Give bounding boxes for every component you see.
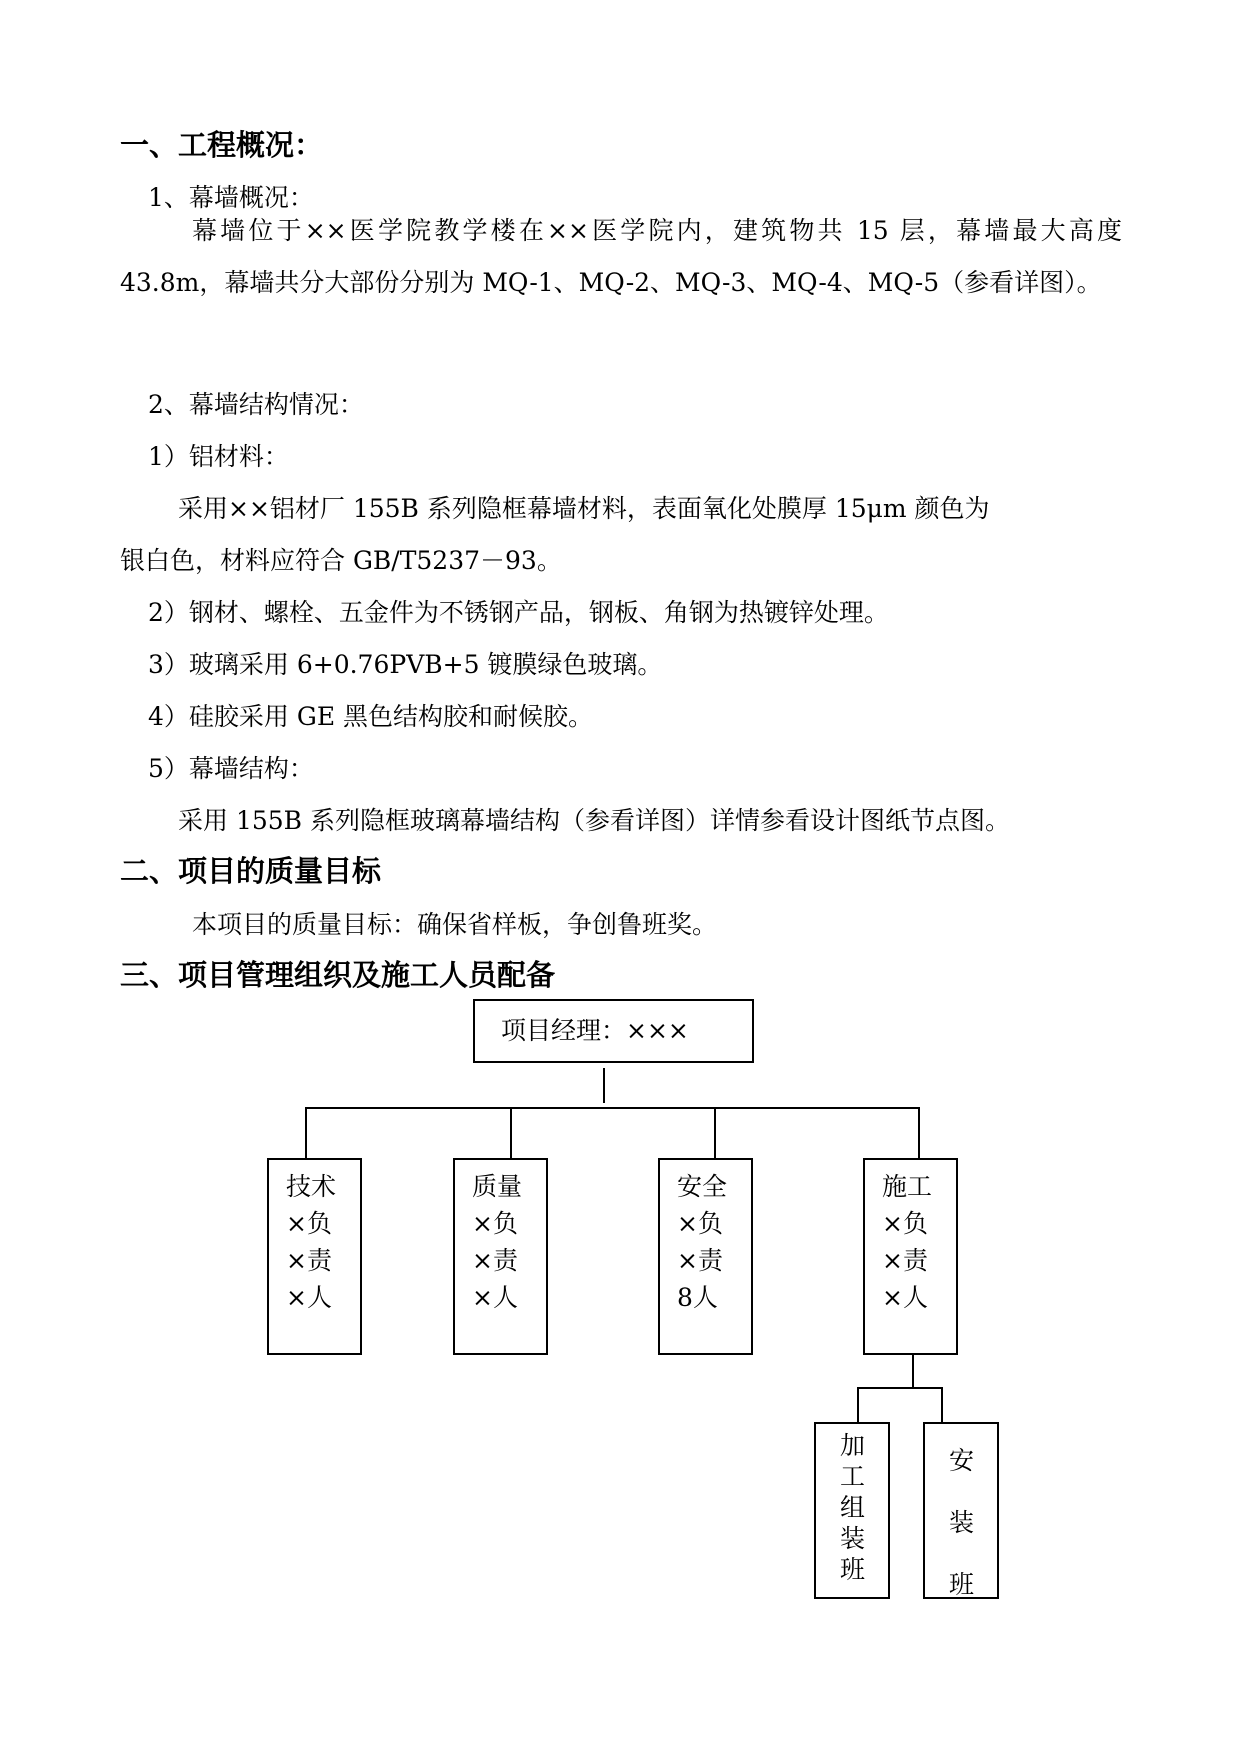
item-structure-body: 采用 155B 系列隐框玻璃幕墙结构（参看详图）详情参看设计图纸节点图。 bbox=[178, 806, 1010, 835]
item-glass: 3）玻璃采用 6+0.76PVB+5 镀膜绿色玻璃。 bbox=[148, 650, 663, 679]
section-heading-organization: 三、项目管理组织及施工人员配备 bbox=[120, 958, 556, 992]
org-connector-sub-drop-1 bbox=[857, 1387, 859, 1422]
org-connector-drop-3 bbox=[714, 1107, 716, 1158]
org-top-label: 项目经理：××× bbox=[501, 1016, 689, 1045]
org-connector-drop-1 bbox=[305, 1107, 307, 1158]
org-label-quality: 质量×负×责×人 bbox=[472, 1172, 523, 1312]
org-box-processing-team bbox=[814, 1422, 890, 1599]
org-connector-horizontal bbox=[305, 1107, 920, 1109]
item-silicone: 4）硅胶采用 GE 黑色结构胶和耐候胶。 bbox=[148, 702, 594, 731]
org-connector-top bbox=[603, 1068, 605, 1103]
org-label-installation-team: 安装班 bbox=[949, 1446, 975, 1599]
org-connector-drop-2 bbox=[510, 1107, 512, 1158]
section-heading-quality-goal: 二、项目的质量目标 bbox=[120, 854, 382, 888]
org-box-quality bbox=[453, 1158, 548, 1355]
org-label-construction: 施工×负×责×人 bbox=[882, 1172, 933, 1312]
org-box-construction bbox=[863, 1158, 958, 1355]
org-box-installation-team bbox=[923, 1422, 999, 1599]
subheading-curtain-wall-overview: 1、幕墙概况： bbox=[148, 183, 314, 212]
item-aluminum-body-line1: 采用××铝材厂 155B 系列隐框幕墙材料，表面氧化处膜厚 15μm 颜色为 bbox=[178, 494, 990, 523]
item-steel: 2）钢材、螺栓、五金件为不锈钢产品，钢板、角钢为热镀锌处理。 bbox=[148, 598, 889, 627]
org-label-technical: 技术×负×责×人 bbox=[286, 1172, 337, 1312]
section-heading-overview: 一、工程概况： bbox=[120, 128, 324, 162]
org-box-safety bbox=[658, 1158, 753, 1355]
quality-goal-body: 本项目的质量目标：确保省样板，争创鲁班奖。 bbox=[192, 910, 718, 939]
org-top-box bbox=[473, 999, 754, 1063]
item-aluminum-title: 1）铝材料： bbox=[148, 442, 289, 471]
org-connector-drop-4 bbox=[918, 1107, 920, 1158]
org-label-safety: 安全×负×责8人 bbox=[677, 1172, 728, 1312]
org-connector-sub-top bbox=[912, 1355, 914, 1388]
org-connector-sub-drop-2 bbox=[941, 1387, 943, 1422]
org-box-technical bbox=[267, 1158, 362, 1355]
paragraph-curtain-wall-overview: 幕墙位于××医学院教学楼在××医学院内，建筑物共 15 层，幕墙最大高度 43.8m，幕墙共分大部份分别为 MQ-1、MQ-2、MQ-3、MQ-4、MQ-5（参看详图）。 bbox=[120, 216, 1122, 297]
org-label-processing-team: 加工组装班 bbox=[840, 1431, 866, 1584]
subheading-structure: 2、幕墙结构情况： bbox=[148, 390, 364, 419]
item-aluminum-body-line2: 银白色，材料应符合 GB/T5237－93。 bbox=[120, 546, 562, 575]
item-structure-title: 5）幕墙结构： bbox=[148, 754, 314, 783]
org-connector-sub-horizontal bbox=[857, 1387, 943, 1389]
